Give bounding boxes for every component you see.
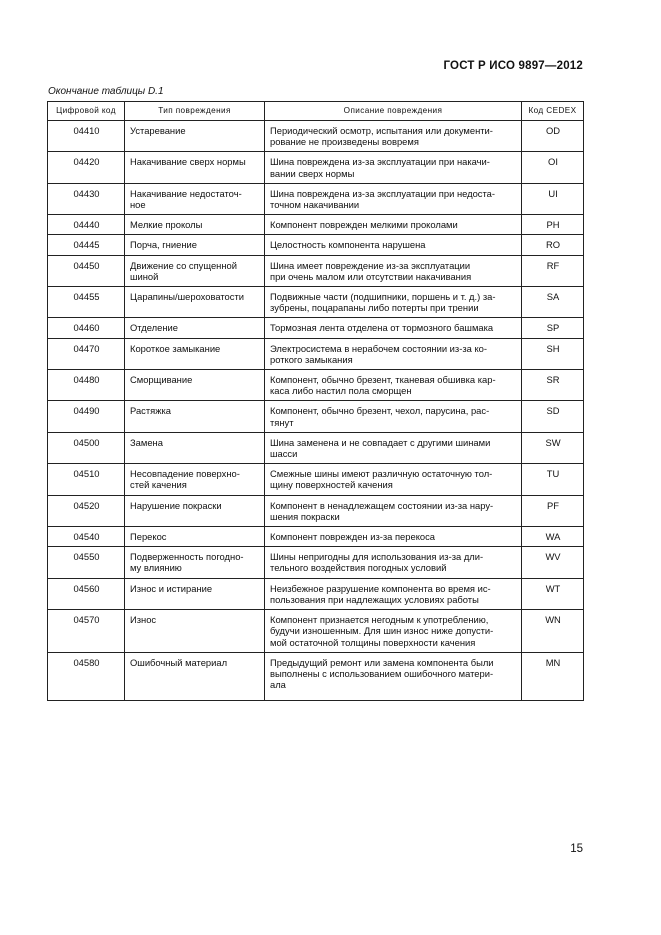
cell-description: Электросистема в нерабочем состоянии из-за ко- роткого замыкания <box>265 338 522 369</box>
cell-description: Неизбежное разрушение компонента во время ис- пользования при надлежащих условиях работы <box>265 578 522 609</box>
cell-code: 04560 <box>48 578 125 609</box>
cell-code: 04580 <box>48 652 125 701</box>
table-row <box>48 610 584 653</box>
cell-code: 04420 <box>48 152 125 183</box>
cell-code: 04470 <box>48 338 125 369</box>
table-body <box>48 121 584 701</box>
cell-cedex-code: RO <box>522 235 584 255</box>
cell-code: 04440 <box>48 215 125 235</box>
cell-code: 04445 <box>48 235 125 255</box>
cell-code: 04410 <box>48 121 125 152</box>
standard-designation: ГОСТ Р ИСО 9897—2012 <box>443 60 583 72</box>
cell-code: 04480 <box>48 370 125 401</box>
cell-description: Шина заменена и не совпадает с другими шинами шасси <box>265 432 522 463</box>
cell-cedex-code: WA <box>522 527 584 547</box>
cell-damage-type: Короткое замыкание <box>125 338 265 369</box>
cell-code: 04540 <box>48 527 125 547</box>
cell-description: Периодический осмотр, испытания или документи- рование не произведены вовремя <box>265 121 522 152</box>
cell-code: 04520 <box>48 495 125 526</box>
cell-description: Тормозная лента отделена от тормозного башмака <box>265 318 522 338</box>
cell-damage-type: Ошибочный материал <box>125 652 265 701</box>
table-row <box>48 338 584 369</box>
cell-damage-type: Отделение <box>125 318 265 338</box>
column-header-code: Цифровой код <box>48 102 125 121</box>
cell-description: Шины непригодны для использования из-за дли- тельного воздействия погодных условий <box>265 547 522 578</box>
table-row <box>48 547 584 578</box>
table-row <box>48 401 584 432</box>
cell-description: Шина повреждена из-за эксплуатации при накачи- вании сверх нормы <box>265 152 522 183</box>
cell-description: Шина повреждена из-за эксплуатации при недоста- точном накачивании <box>265 183 522 214</box>
cell-code: 04500 <box>48 432 125 463</box>
cell-cedex-code: SH <box>522 338 584 369</box>
table-row <box>48 255 584 286</box>
cell-damage-type: Подверженность погодно- му влиянию <box>125 547 265 578</box>
cell-description: Предыдущий ремонт или замена компонента были выполнены с использованием ошибочного матери- ала <box>265 652 522 701</box>
table-row <box>48 235 584 255</box>
table-header-row <box>48 102 584 121</box>
table-caption: Окончание таблицы D.1 <box>48 86 164 97</box>
cell-damage-type: Перекос <box>125 527 265 547</box>
page-number: 15 <box>570 843 583 855</box>
cell-cedex-code: OI <box>522 152 584 183</box>
cell-description: Смежные шины имеют различную остаточную тол- щину поверхностей качения <box>265 464 522 495</box>
table-row <box>48 464 584 495</box>
cell-damage-type: Движение со спущенной шиной <box>125 255 265 286</box>
table-row <box>48 370 584 401</box>
cell-cedex-code: PH <box>522 215 584 235</box>
cell-code: 04430 <box>48 183 125 214</box>
cell-damage-type: Износ и истирание <box>125 578 265 609</box>
cell-code: 04460 <box>48 318 125 338</box>
cell-cedex-code: SR <box>522 370 584 401</box>
cell-description: Компонент, обычно брезент, чехол, парусина, рас- тянут <box>265 401 522 432</box>
cell-description: Компонент поврежден мелкими проколами <box>265 215 522 235</box>
table-row <box>48 215 584 235</box>
damage-codes-table <box>47 101 584 701</box>
cell-cedex-code: SA <box>522 287 584 318</box>
table-row <box>48 152 584 183</box>
cell-cedex-code: TU <box>522 464 584 495</box>
cell-damage-type: Несовпадение поверхно- стей качения <box>125 464 265 495</box>
cell-damage-type: Сморщивание <box>125 370 265 401</box>
cell-cedex-code: SP <box>522 318 584 338</box>
cell-description: Шина имеет повреждение из-за эксплуатации при очень малом или отсутствии накачивания <box>265 255 522 286</box>
cell-cedex-code: OD <box>522 121 584 152</box>
cell-description: Подвижные части (подшипники, поршень и т. д.) за- зубрены, поцарапаны либо потерты при трении <box>265 287 522 318</box>
cell-code: 04450 <box>48 255 125 286</box>
table-row <box>48 652 584 701</box>
cell-damage-type: Царапины/шероховатости <box>125 287 265 318</box>
cell-damage-type: Замена <box>125 432 265 463</box>
table-row <box>48 495 584 526</box>
cell-damage-type: Накачивание сверх нормы <box>125 152 265 183</box>
cell-code: 04570 <box>48 610 125 653</box>
column-header-cedex: Код CEDEX <box>522 102 584 121</box>
cell-damage-type: Накачивание недостаточ- ное <box>125 183 265 214</box>
cell-description: Компонент признается негодным к употреблению, будучи изношенным. Для шин износ ниже допусти- мой остаточной толщины поверхности качения <box>265 610 522 653</box>
cell-cedex-code: WT <box>522 578 584 609</box>
cell-code: 04455 <box>48 287 125 318</box>
column-header-description: Описание повреждения <box>265 102 522 121</box>
cell-cedex-code: WN <box>522 610 584 653</box>
cell-code: 04550 <box>48 547 125 578</box>
table-row <box>48 318 584 338</box>
cell-cedex-code: PF <box>522 495 584 526</box>
cell-damage-type: Мелкие проколы <box>125 215 265 235</box>
cell-cedex-code: SW <box>522 432 584 463</box>
table-row <box>48 183 584 214</box>
cell-cedex-code: RF <box>522 255 584 286</box>
cell-cedex-code: UI <box>522 183 584 214</box>
table-row <box>48 121 584 152</box>
table-row <box>48 432 584 463</box>
cell-cedex-code: SD <box>522 401 584 432</box>
cell-code: 04510 <box>48 464 125 495</box>
cell-damage-type: Устаревание <box>125 121 265 152</box>
cell-damage-type: Порча, гниение <box>125 235 265 255</box>
cell-description: Компонент в ненадлежащем состоянии из-за нару- шения покраски <box>265 495 522 526</box>
cell-damage-type: Растяжка <box>125 401 265 432</box>
table-row <box>48 578 584 609</box>
cell-description: Компонент, обычно брезент, тканевая обшивка кар- каса либо настил пола сморщен <box>265 370 522 401</box>
cell-cedex-code: MN <box>522 652 584 701</box>
cell-code: 04490 <box>48 401 125 432</box>
cell-cedex-code: WV <box>522 547 584 578</box>
table-row <box>48 527 584 547</box>
table-row <box>48 287 584 318</box>
column-header-type: Тип повреждения <box>125 102 265 121</box>
cell-description: Целостность компонента нарушена <box>265 235 522 255</box>
cell-description: Компонент поврежден из-за перекоса <box>265 527 522 547</box>
cell-damage-type: Нарушение покраски <box>125 495 265 526</box>
cell-damage-type: Износ <box>125 610 265 653</box>
